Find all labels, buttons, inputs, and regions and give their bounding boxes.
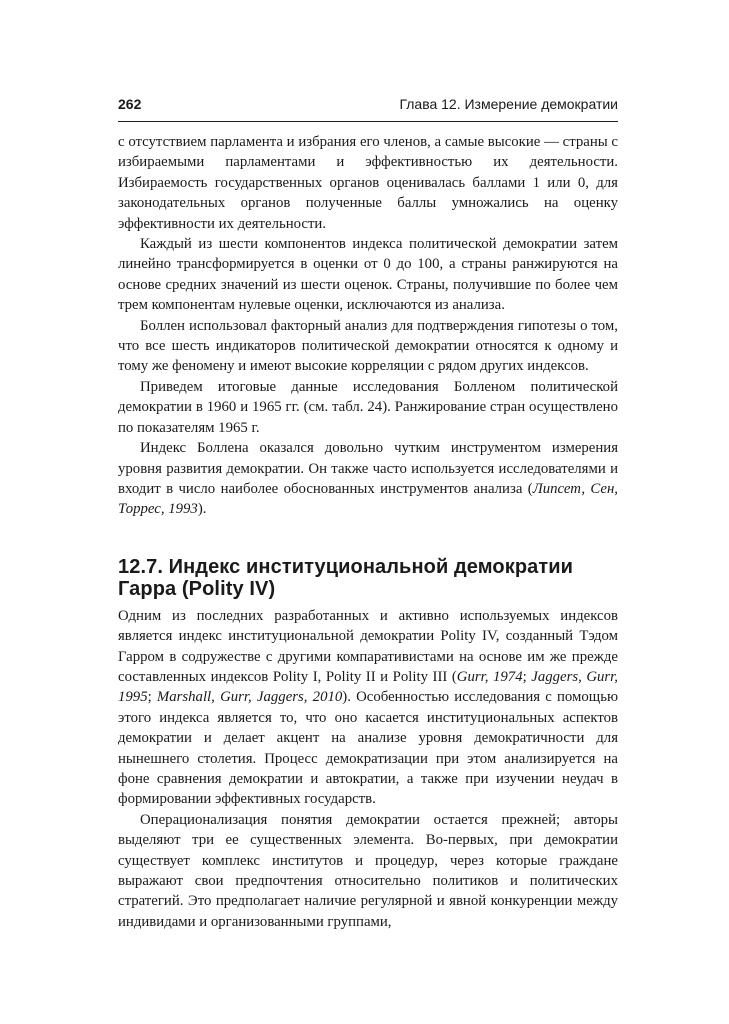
running-header bbox=[118, 96, 618, 122]
paragraph-text: Одним из последних разработанных и активно используемых индексов является индекс институциональной демократии Polity IV, созданный Тэдом Гарром в содружестве с другими компаративистами на основе им же прежде составленных индексов Polity I, Polity II и Polity III ( bbox=[118, 607, 618, 685]
paragraph-text: ; bbox=[522, 668, 532, 685]
paragraph: Операционализация понятия демократии остается прежней; авторы выделяют три ее существенных элемента. Во-первых, при демократии существует комплекс институтов и процедур, через которые граждане выражают свои предпочтения относительно политиков и политических стратегий. Это предполагает наличие регулярной и явной конкуренции между индивидами и организованными группами, bbox=[118, 811, 618, 930]
citation: Gurr, 1974 bbox=[456, 668, 523, 685]
paragraph-text: ). Особенностью исследования с помощью этого индекса является то, что оно касается институциональных аспектов демократии и делает акцент на анализе уровня демократичности для нынешнего столетия. Процесс демократизации при этом анализируется на фоне сравнения демократии и автократии, а также при изучении неудач в формировании эффективных государств. bbox=[118, 689, 619, 808]
paragraph: Каждый из шести компонентов индекса политической демократии затем линейно трансформируется в оценки от 0 до 100, а страны ранжируются на основе средних значений из шести оценок. Страны, получившие по более чем трем компонентам нулевые оценки, исключаются из анализа. bbox=[118, 236, 618, 314]
paragraph-text: Индекс Боллена оказался довольно чутким инструментом измерения уровня развития демократии. Он также часто используется исследователями и входит в число наиболее обоснованных инструментов анализа ( bbox=[118, 440, 618, 497]
book-page bbox=[118, 96, 618, 932]
section-heading-line: Гарра (Polity IV) bbox=[118, 577, 276, 600]
citation: Jaggers, Gurr, 1995 bbox=[118, 668, 618, 706]
paragraph bbox=[118, 438, 618, 520]
paragraph-text: ). bbox=[197, 501, 207, 518]
paragraph-text: ; bbox=[147, 689, 157, 706]
paragraph bbox=[118, 606, 618, 810]
section-heading-line: 12.7. Индекс институциональной демократии bbox=[118, 555, 574, 578]
chapter-title: Глава 12. Измерение демократии bbox=[399, 96, 618, 112]
paragraph-continued: с отсутствием парламента и избрания его членов, а самые высокие — страны с избираемыми парламентами и эффективностью их деятельности. Избираемость государственных органов оценивалась баллами 1 или 0, для законодательных органов полученные баллы умножались на оценку эффективности их деятельности. bbox=[118, 134, 618, 232]
section-heading bbox=[118, 556, 618, 600]
page-number: 262 bbox=[118, 96, 142, 112]
paragraph: Приведем итоговые данные исследования Болленом политической демократии в 1960 и 1965 гг. (см. табл. 24). Ранжирование стран осуществлено по показателям 1965 г. bbox=[118, 378, 618, 436]
body-text bbox=[118, 132, 618, 932]
citation: Marshall, Gurr, Jaggers, 2010 bbox=[156, 689, 343, 706]
citation: Липсет, Сен, Торрес, 1993 bbox=[118, 480, 618, 518]
paragraph: Боллен использовал факторный анализ для подтверждения гипотезы о том, что все шесть индикаторов политической демократии относятся к одному и тому же феномену и имеют высокие корреляции с рядом других индексов. bbox=[118, 317, 618, 375]
